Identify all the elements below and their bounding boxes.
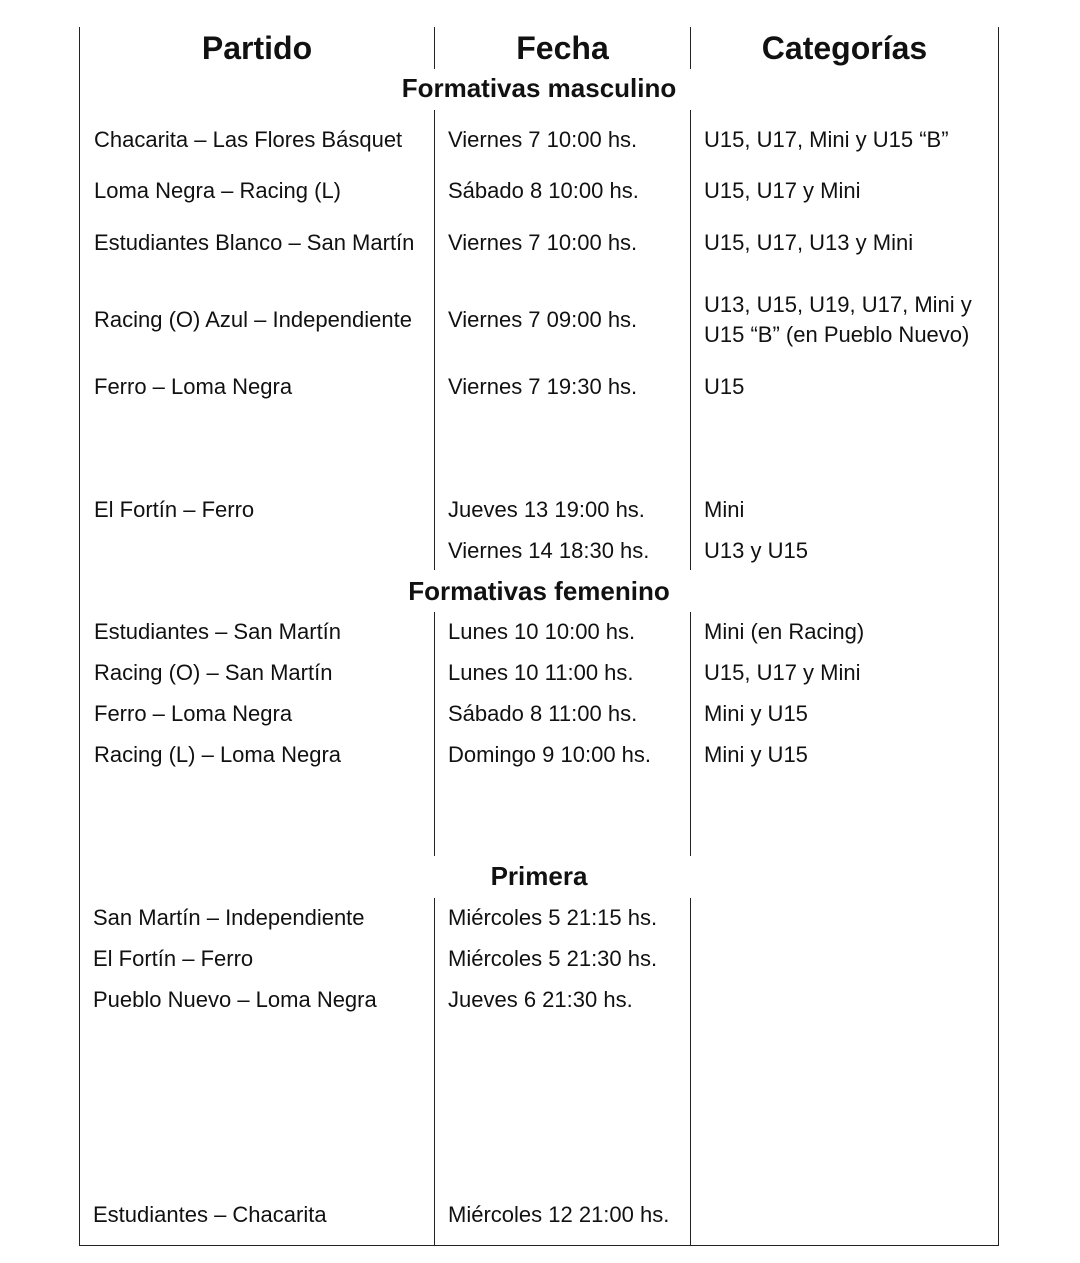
table-cell-fecha: Jueves 13 19:00 hs. <box>448 497 645 522</box>
table-cell-partido: Estudiantes – San Martín <box>94 619 342 644</box>
table-cell-partido: El Fortín – Ferro <box>94 497 255 522</box>
section-title-masculino: Formativas masculino <box>401 73 677 103</box>
table-cell-partido: Racing (O) Azul – Independiente <box>94 307 412 332</box>
table-cell-partido: Racing (L) – Loma Negra <box>94 742 342 767</box>
table-cell-fecha: Miércoles 5 21:30 hs. <box>448 946 658 971</box>
header-categorias: Categorías <box>761 30 928 66</box>
table-cell-fecha: Miércoles 5 21:15 hs. <box>448 905 658 930</box>
section-title-femenino: Formativas femenino <box>408 576 670 606</box>
table-cell-categorias: U15, U17 y Mini <box>704 178 861 203</box>
table-cell-partido <box>94 536 424 566</box>
table-cell-partido: Racing (O) – San Martín <box>94 660 333 685</box>
header-partido: Partido <box>201 30 313 66</box>
table-cell-partido: Ferro – Loma Negra <box>94 374 293 399</box>
table-cell-partido: Loma Negra – Racing (L) <box>94 178 342 203</box>
table-cell-fecha: Viernes 14 18:30 hs. <box>448 538 650 563</box>
table-cell-partido: Estudiantes – Chacarita <box>93 1202 327 1227</box>
table-cell-fecha: Miércoles 12 21:00 hs. <box>448 1202 670 1227</box>
table-cell-partido: Chacarita – Las Flores Básquet <box>94 127 403 152</box>
table-cell-fecha: Domingo 9 10:00 hs. <box>448 742 652 767</box>
table-cell-categorias: U15, U17, U13 y Mini <box>704 230 914 255</box>
column-divider <box>690 898 691 1246</box>
table-cell-fecha: Viernes 7 19:30 hs. <box>448 374 638 399</box>
table-cell-fecha: Sábado 8 10:00 hs. <box>448 178 639 203</box>
table-cell-categorias: U15, U17, Mini y U15 “B” <box>704 127 949 152</box>
table-cell-fecha: Sábado 8 11:00 hs. <box>448 701 638 726</box>
table-cell-fecha: Lunes 10 10:00 hs. <box>448 619 636 644</box>
table-cell-categorias: U15, U17 y Mini <box>704 660 861 685</box>
table-cell-categorias: Mini (en Racing) <box>704 619 865 644</box>
section-title-primera: Primera <box>490 861 588 891</box>
table-cell-fecha: Jueves 6 21:30 hs. <box>448 987 633 1012</box>
table-cell-categorias: U13, U15, U19, U17, Mini y U15 “B” (en Pueblo Nuevo) <box>704 292 972 347</box>
column-divider <box>690 110 691 570</box>
table-cell-partido: Ferro – Loma Negra <box>94 701 293 726</box>
table-cell-categorias: Mini <box>704 497 745 522</box>
column-divider <box>434 898 435 1246</box>
table-cell-categorias: Mini y U15 <box>704 742 808 767</box>
table-cell-fecha: Viernes 7 09:00 hs. <box>448 307 638 332</box>
header-fecha: Fecha <box>516 30 609 66</box>
column-divider <box>690 612 691 856</box>
table-cell-categorias: Mini y U15 <box>704 701 808 726</box>
table-cell-partido: Estudiantes Blanco – San Martín <box>94 230 415 255</box>
table-cell-partido: El Fortín – Ferro <box>93 946 254 971</box>
table-cell-partido: San Martín – Independiente <box>93 905 365 930</box>
table-cell-fecha: Lunes 10 11:00 hs. <box>448 660 634 685</box>
column-divider <box>434 612 435 856</box>
table-cell-categorias: U15 <box>704 374 745 399</box>
table-cell-fecha: Viernes 7 10:00 hs. <box>448 127 638 152</box>
table-cell-categorias: U13 y U15 <box>704 538 808 563</box>
column-divider <box>434 110 435 570</box>
table-cell-partido: Pueblo Nuevo – Loma Negra <box>93 987 377 1012</box>
table-cell-fecha: Viernes 7 10:00 hs. <box>448 230 638 255</box>
